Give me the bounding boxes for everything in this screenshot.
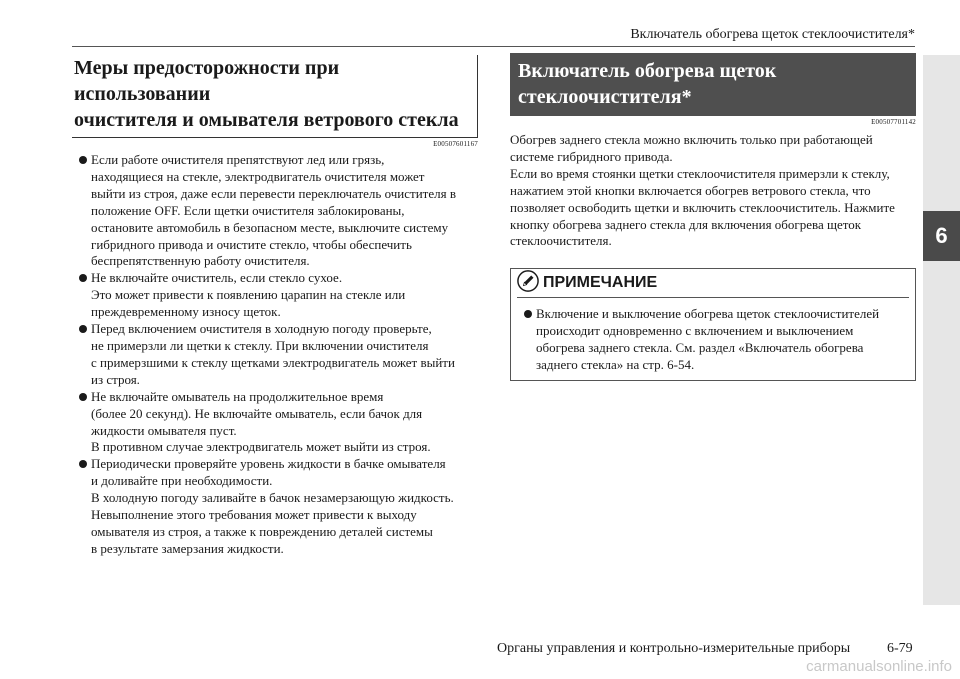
heading-line: Меры предосторожности при использовании bbox=[74, 57, 340, 105]
text-line: В противном случае электродвигатель может выйти из строя. bbox=[91, 439, 431, 455]
note-title: ПРИМЕЧАНИЕ bbox=[543, 274, 658, 292]
text-line: Не включайте очиститель, если стекло сухое. bbox=[91, 270, 343, 286]
text-line: позволяет освободить щетки и включить стеклоочиститель. Нажмите bbox=[510, 199, 895, 215]
text-line: системе гибридного привода. bbox=[510, 148, 673, 164]
text-line: в результате замерзания жидкости. bbox=[91, 540, 284, 556]
text-line: находящиеся на стекле, электродвигатель очистителя может bbox=[91, 168, 425, 184]
text-line: происходит одновременно с включением и выключением bbox=[536, 323, 854, 339]
text-line: обогрева заднего стекла. См. раздел «Включатель обогрева bbox=[536, 340, 864, 356]
text-line: Периодически проверяйте уровень жидкости в бачке омывателя bbox=[91, 456, 446, 472]
list-item bbox=[72, 456, 478, 557]
text-line: не примерзли ли щетки к стеклу. При включении очистителя bbox=[91, 337, 429, 353]
text-line: остановите автомобиль в безопасном месте, выключите систему bbox=[91, 219, 449, 235]
text-line: Если во время стоянки щетки стеклоочистителя примерзли к стеклу, bbox=[510, 165, 890, 181]
text-line: Перед включением очистителя в холодную погоду проверьте, bbox=[91, 321, 432, 337]
text-line: беспрепятственную работу очистителя. bbox=[91, 253, 310, 269]
text-line: В холодную погоду заливайте в бачок незамерзающую жидкость. bbox=[91, 490, 454, 506]
text-line: Обогрев заднего стекла можно включить только при работающей bbox=[510, 132, 873, 147]
chapter-tab-strip bbox=[923, 55, 960, 605]
list-item bbox=[517, 306, 909, 374]
section-code: E00507701142 bbox=[871, 118, 916, 126]
wiper-deicer-heading bbox=[510, 53, 916, 116]
running-header-title: Включатель обогрева щеток стеклоочистителя* bbox=[630, 27, 915, 42]
section-code: E00507601167 bbox=[433, 140, 478, 148]
text-line: Это может привести к появлению царапин на стекле или bbox=[91, 287, 406, 303]
precautions-list bbox=[72, 152, 478, 558]
watermark: carmanualsonline.info bbox=[806, 658, 952, 675]
text-line: с примерзшими к стеклу щетками электродвигатель может выйти bbox=[91, 354, 455, 370]
text-line: Невыполнение этого требования может привести к выходу bbox=[91, 507, 417, 523]
text-line: кнопку обогрева заднего стекла для включения обогрева щеток bbox=[510, 216, 862, 232]
heading-line: стеклоочистителя* bbox=[518, 86, 692, 108]
text-line: Если работе очистителя препятствуют лед или грязь, bbox=[91, 152, 385, 167]
text-line: заднего стекла» на стр. 6-54. bbox=[536, 357, 695, 373]
footer-section-title: Органы управления и контрольно-измерительные приборы bbox=[497, 641, 851, 656]
text-line: и доливайте при необходимости. bbox=[91, 473, 273, 489]
text-line: положение OFF. Если щетки очистителя заблокированы, bbox=[91, 202, 405, 218]
text-line: жидкости омывателя пуст. bbox=[91, 422, 237, 438]
chapter-tab: 6 bbox=[923, 211, 960, 261]
text-line: стеклоочистителя. bbox=[510, 233, 612, 249]
text-line: Не включайте омыватель на продолжительное время bbox=[91, 388, 384, 404]
text-line: нажатием этой кнопки включается обогрев ветрового стекла, что bbox=[510, 182, 871, 198]
precautions-heading bbox=[72, 50, 478, 138]
text-line: преждевременному износу щеток. bbox=[91, 304, 281, 320]
list-item bbox=[72, 389, 478, 457]
text-line: омывателя из строя, а также к повреждению деталей системы bbox=[91, 523, 433, 539]
list-item bbox=[72, 321, 478, 389]
heading-line: Включатель обогрева щеток bbox=[518, 60, 777, 82]
header-rule bbox=[72, 46, 915, 47]
note-box bbox=[510, 268, 916, 381]
note-list bbox=[517, 306, 909, 374]
heading-line: очистителя и омывателя ветрового стекла bbox=[74, 109, 459, 131]
text-line: из строя. bbox=[91, 371, 140, 387]
list-item bbox=[72, 152, 478, 270]
page-number: 6-79 bbox=[887, 641, 913, 656]
text-line: гибридного привода и очистите стекло, чтобы обеспечить bbox=[91, 236, 412, 252]
list-item bbox=[72, 270, 478, 321]
text-line: Включение и выключение обогрева щеток стеклоочистителей bbox=[536, 306, 880, 322]
pencil-note-icon bbox=[517, 270, 539, 297]
text-line: выйти из строя, даже если перевести переключатель очистителя в bbox=[91, 185, 456, 201]
section-body bbox=[510, 132, 916, 250]
text-line: (более 20 секунд). Не включайте омыватель, если бачок для bbox=[91, 405, 423, 421]
note-header bbox=[517, 269, 909, 298]
precautions-section bbox=[72, 50, 478, 558]
wiper-deicer-section bbox=[510, 53, 916, 381]
